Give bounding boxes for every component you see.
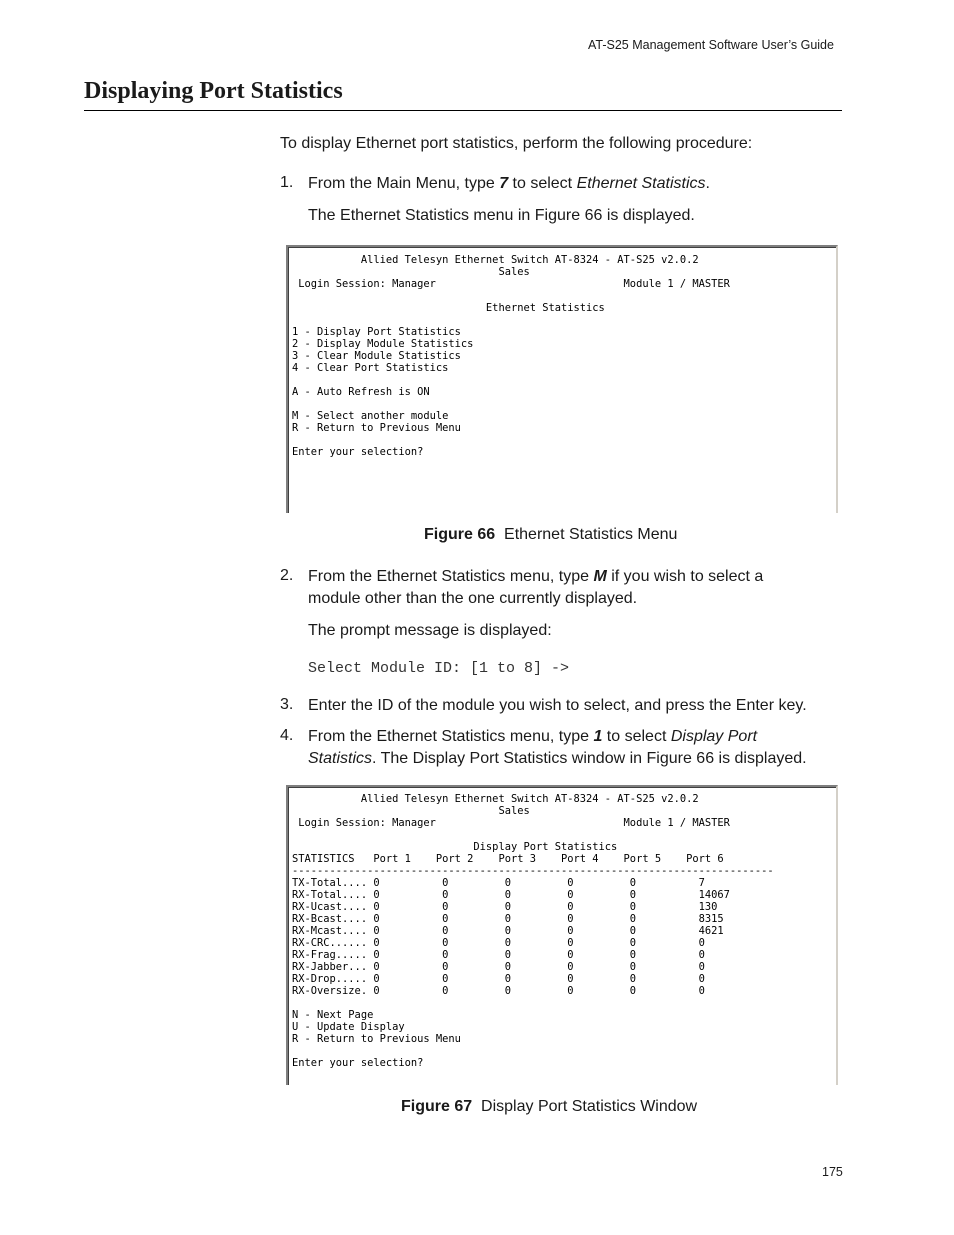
terminal-line: M - Select another module <box>292 410 449 422</box>
terminal-text <box>292 793 774 1069</box>
running-header: AT-S25 Management Software User’s Guide <box>588 38 834 52</box>
step-3-text: Enter the ID of the module you wish to select, and press the Enter key. <box>308 697 807 714</box>
terminal-line: RX-Ucast.... 0 0 0 0 0 130 <box>292 901 718 913</box>
figure-66-caption: Figure 66 Ethernet Statistics Menu <box>424 526 678 543</box>
terminal-line: STATISTICS Port 1 Port 2 Port 3 Port 4 Port 5 Port 6 <box>292 853 724 865</box>
step-number-3: 3. <box>280 696 294 713</box>
terminal-line: Sales <box>292 266 530 278</box>
terminal-line: 1 - Display Port Statistics <box>292 326 461 338</box>
terminal-line: RX-Bcast.... 0 0 0 0 0 8315 <box>292 913 724 925</box>
port-statistics-terminal <box>286 785 838 1085</box>
step-number-1: 1. <box>280 174 294 191</box>
terminal-line: ----------------------------------------------------------------------------- <box>292 865 774 877</box>
terminal-line: Allied Telesyn Ethernet Switch AT-8324 - AT-S25 v2.0.2 <box>292 793 699 805</box>
terminal-line: 3 - Clear Module Statistics <box>292 350 461 362</box>
step-number-4: 4. <box>280 727 294 744</box>
figure-67-caption: Figure 67 Display Port Statistics Window <box>401 1098 698 1115</box>
terminal-line: TX-Total.... 0 0 0 0 0 7 <box>292 877 705 889</box>
terminal-line: RX-Drop..... 0 0 0 0 0 0 <box>292 973 705 985</box>
terminal-line: RX-CRC...... 0 0 0 0 0 0 <box>292 937 705 949</box>
terminal-line: RX-Jabber... 0 0 0 0 0 0 <box>292 961 705 973</box>
terminal-line: Enter your selection? <box>292 446 424 458</box>
terminal-line: N - Next Page <box>292 1009 374 1021</box>
section-title: Displaying Port Statistics <box>84 78 343 104</box>
terminal-line: RX-Frag..... 0 0 0 0 0 0 <box>292 949 705 961</box>
terminal-text <box>292 254 730 458</box>
terminal-line: RX-Mcast.... 0 0 0 0 0 4621 <box>292 925 724 937</box>
step-2-text: From the Ethernet Statistics menu, type M if you wish to select a module other than the one currently displayed. <box>308 568 764 607</box>
terminal-line: Ethernet Statistics <box>292 302 605 314</box>
step-1-followup: The Ethernet Statistics menu in Figure 66 is displayed. <box>308 207 695 224</box>
terminal-line: R - Return to Previous Menu <box>292 422 461 434</box>
terminal-line: 2 - Display Module Statistics <box>292 338 474 350</box>
page-number: 175 <box>822 1165 843 1179</box>
module-prompt: Select Module ID: [1 to 8] -> <box>308 660 570 677</box>
terminal-line: Display Port Statistics <box>292 841 618 853</box>
terminal-line: U - Update Display <box>292 1021 405 1033</box>
terminal-line: R - Return to Previous Menu <box>292 1033 461 1045</box>
terminal-line: Login Session: Manager Module 1 / MASTER <box>292 817 730 829</box>
step-4-text: From the Ethernet Statistics menu, type 1 to select Display Port Statistics. The Display Port Statistics window in Figure 66 is displayed. <box>308 728 807 767</box>
terminal-line: RX-Total.... 0 0 0 0 0 14067 <box>292 889 730 901</box>
ethernet-statistics-terminal <box>286 245 838 513</box>
title-rule <box>84 110 842 111</box>
terminal-line: 4 - Clear Port Statistics <box>292 362 449 374</box>
terminal-line: Login Session: Manager Module 1 / MASTER <box>292 278 730 290</box>
terminal-line: Allied Telesyn Ethernet Switch AT-8324 - AT-S25 v2.0.2 <box>292 254 699 266</box>
step-1-text: From the Main Menu, type 7 to select Ethernet Statistics. <box>308 175 710 192</box>
terminal-line: Enter your selection? <box>292 1057 424 1069</box>
terminal-line: RX-Oversize. 0 0 0 0 0 0 <box>292 985 705 997</box>
terminal-line: Sales <box>292 805 530 817</box>
step-2-followup: The prompt message is displayed: <box>308 622 552 639</box>
step-number-2: 2. <box>280 567 294 584</box>
terminal-line: A - Auto Refresh is ON <box>292 386 430 398</box>
intro-paragraph: To display Ethernet port statistics, perform the following procedure: <box>280 135 753 152</box>
